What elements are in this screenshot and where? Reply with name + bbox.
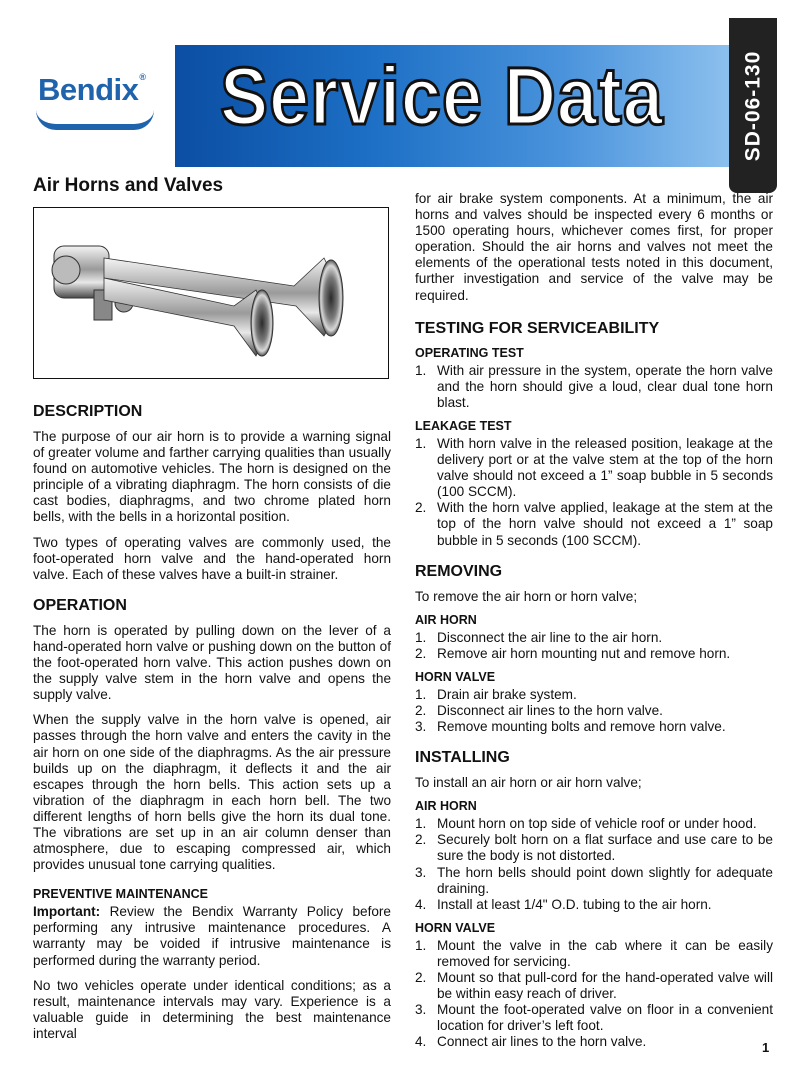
list-item: 3. Remove mounting bolts and remove horn valve.: [415, 719, 726, 735]
installing-air-horn-heading: AIR HORN: [415, 799, 477, 814]
important-text: Review the Bendix Warranty Policy before performing any intrusive maintenance procedures. A warranty may be voided if intrusive maintenance is performed during the warranty period.: [33, 904, 391, 968]
bendix-logo: [38, 72, 146, 108]
doc-code: SD-06-130: [741, 50, 764, 161]
installing-horn-valve-heading: HORN VALVE: [415, 920, 496, 935]
removing-air-horn-heading: AIR HORN: [415, 612, 477, 627]
leakage-test-list: [415, 436, 773, 549]
leakage-test-heading: LEAKAGE TEST: [415, 418, 512, 433]
important-label: Important:: [33, 904, 101, 920]
operating-test-heading: OPERATING TEST: [415, 345, 524, 360]
removing-air-horn-list: [415, 630, 773, 662]
list-item: 2. With the horn valve applied, leakage at the stem at the top of the horn valve should not exceed a 1” soap bubble in 5 seconds (100 SCCM).: [415, 500, 773, 548]
list-item: 1. With air pressure in the system, operate the horn valve and the horn should give a loud, clear dual tone horn blast.: [415, 362, 773, 410]
list-item: 2. Remove air horn mounting nut and remove horn.: [415, 645, 731, 661]
removing-horn-valve-list: [415, 687, 773, 735]
description-paragraph: The purpose of our air horn is to provide a warning signal of greater volume and farther carrying qualities than usually found on automotive vehicles. The horn is designed on the principle of a vibrating diaphragm. The horn consists of die cast bodies, diaphragms, and two chrome plated horn bells, with the bells in a horizontal position.: [33, 429, 391, 525]
installing-heading: INSTALLING: [415, 749, 510, 767]
installing-horn-valve-list: [415, 938, 773, 1051]
testing-heading: TESTING FOR SERVICEABILITY: [415, 319, 660, 337]
logo-swoosh-graphic: [36, 110, 154, 130]
installing-air-horn-list: [415, 816, 773, 913]
list-item: 3. Mount the foot-operated valve on floor in a convenient location for driver’s left foot.: [415, 1002, 773, 1034]
description-paragraph: Two types of operating valves are commonly used, the foot-operated horn valve and the hand-operated horn valve. Each of these valves have a built-in strainer.: [33, 534, 391, 582]
important-paragraph: [33, 904, 391, 968]
list-item: 1. Disconnect the air line to the air horn.: [415, 629, 663, 645]
doc-code-wrapper: [729, 18, 777, 193]
air-horn-photo: [33, 207, 389, 379]
page-title: Air Horns and Valves: [33, 175, 224, 196]
intro-paragraph: for air brake system components. At a minimum, the air horns and valves should be inspected every 6 months or 1500 operating hours, whichever comes first, for proper operation. Should the air horns and valves not meet the elements of the operational tests noted in this document, further investigation and service of the valve may be required.: [415, 191, 773, 303]
preventive-maintenance-heading: PREVENTIVE MAINTENANCE: [33, 887, 209, 902]
right-column: [415, 191, 773, 1054]
list-item: 2. Mount so that pull-cord for the hand-operated valve will be within easy reach of driver.: [415, 970, 773, 1002]
maintenance-paragraph: No two vehicles operate under identical conditions; as a result, maintenance intervals may vary. Experience is a valuable guide in determining the best maintenance interval: [33, 977, 391, 1041]
removing-intro: To remove the air horn or horn valve;: [415, 588, 638, 604]
installing-intro: To install an air horn or air horn valve;: [415, 775, 642, 791]
list-item: 1. Mount the valve in the cab where it can be easily removed for servicing.: [415, 937, 773, 969]
removing-heading: REMOVING: [415, 562, 503, 580]
operation-paragraph: The horn is operated by pulling down on the lever of a hand-operated horn valve or pushing down on the button of the foot-operated horn valve. This action pushes down on the supply valve stem in the horn valve and opens the supply valve.: [33, 622, 391, 703]
list-item: 2. Securely bolt horn on a flat surface and use care to be sure the body is not distorted.: [415, 832, 773, 864]
list-item: 2. Disconnect air lines to the horn valve.: [415, 702, 663, 718]
left-column: [33, 175, 391, 1051]
list-item: 1. With horn valve in the released position, leakage at the delivery port or at the valve stem at the top of the horn valve should not exceed a 1” soap bubble in 5 seconds (100 SCCM).: [415, 435, 773, 500]
list-item: 1. Mount horn on top side of vehicle roof or under hood.: [415, 816, 757, 832]
operation-paragraph: When the supply valve in the horn valve is opened, air passes through the horn valve and enters the cavity in the air horn on one side of the diaphragms. As the air pressure builds up on the diaphragm, it deflects it and the air escapes through the horn bells. This action sets up a vibration of the diaphragm in each horn bell. The two different lengths of horn bells give the horn its dual tone. The vibrations are set up in an air column denser than atmosphere, due to escaping compressed air, which provides unusual tone carrying qualities.: [33, 712, 391, 873]
operation-heading: OPERATION: [33, 596, 127, 614]
page-number: 1: [762, 1040, 770, 1055]
banner-title: Service Data: [220, 51, 664, 142]
description-heading: DESCRIPTION: [33, 403, 143, 420]
logo-text: Bendix: [38, 72, 139, 107]
list-item: 4. Install at least 1/4" O.D. tubing to the air horn.: [415, 896, 712, 912]
list-item: 1. Drain air brake system.: [415, 686, 577, 702]
list-item: 4. Connect air lines to the horn valve.: [415, 1034, 647, 1050]
removing-horn-valve-heading: HORN VALVE: [415, 669, 496, 684]
logo-registered-mark: ®: [139, 72, 146, 82]
list-item: 3. The horn bells should point down slightly for adequate draining.: [415, 864, 773, 896]
operating-test-list: [415, 363, 773, 411]
air-horn-illustration: [34, 208, 388, 378]
